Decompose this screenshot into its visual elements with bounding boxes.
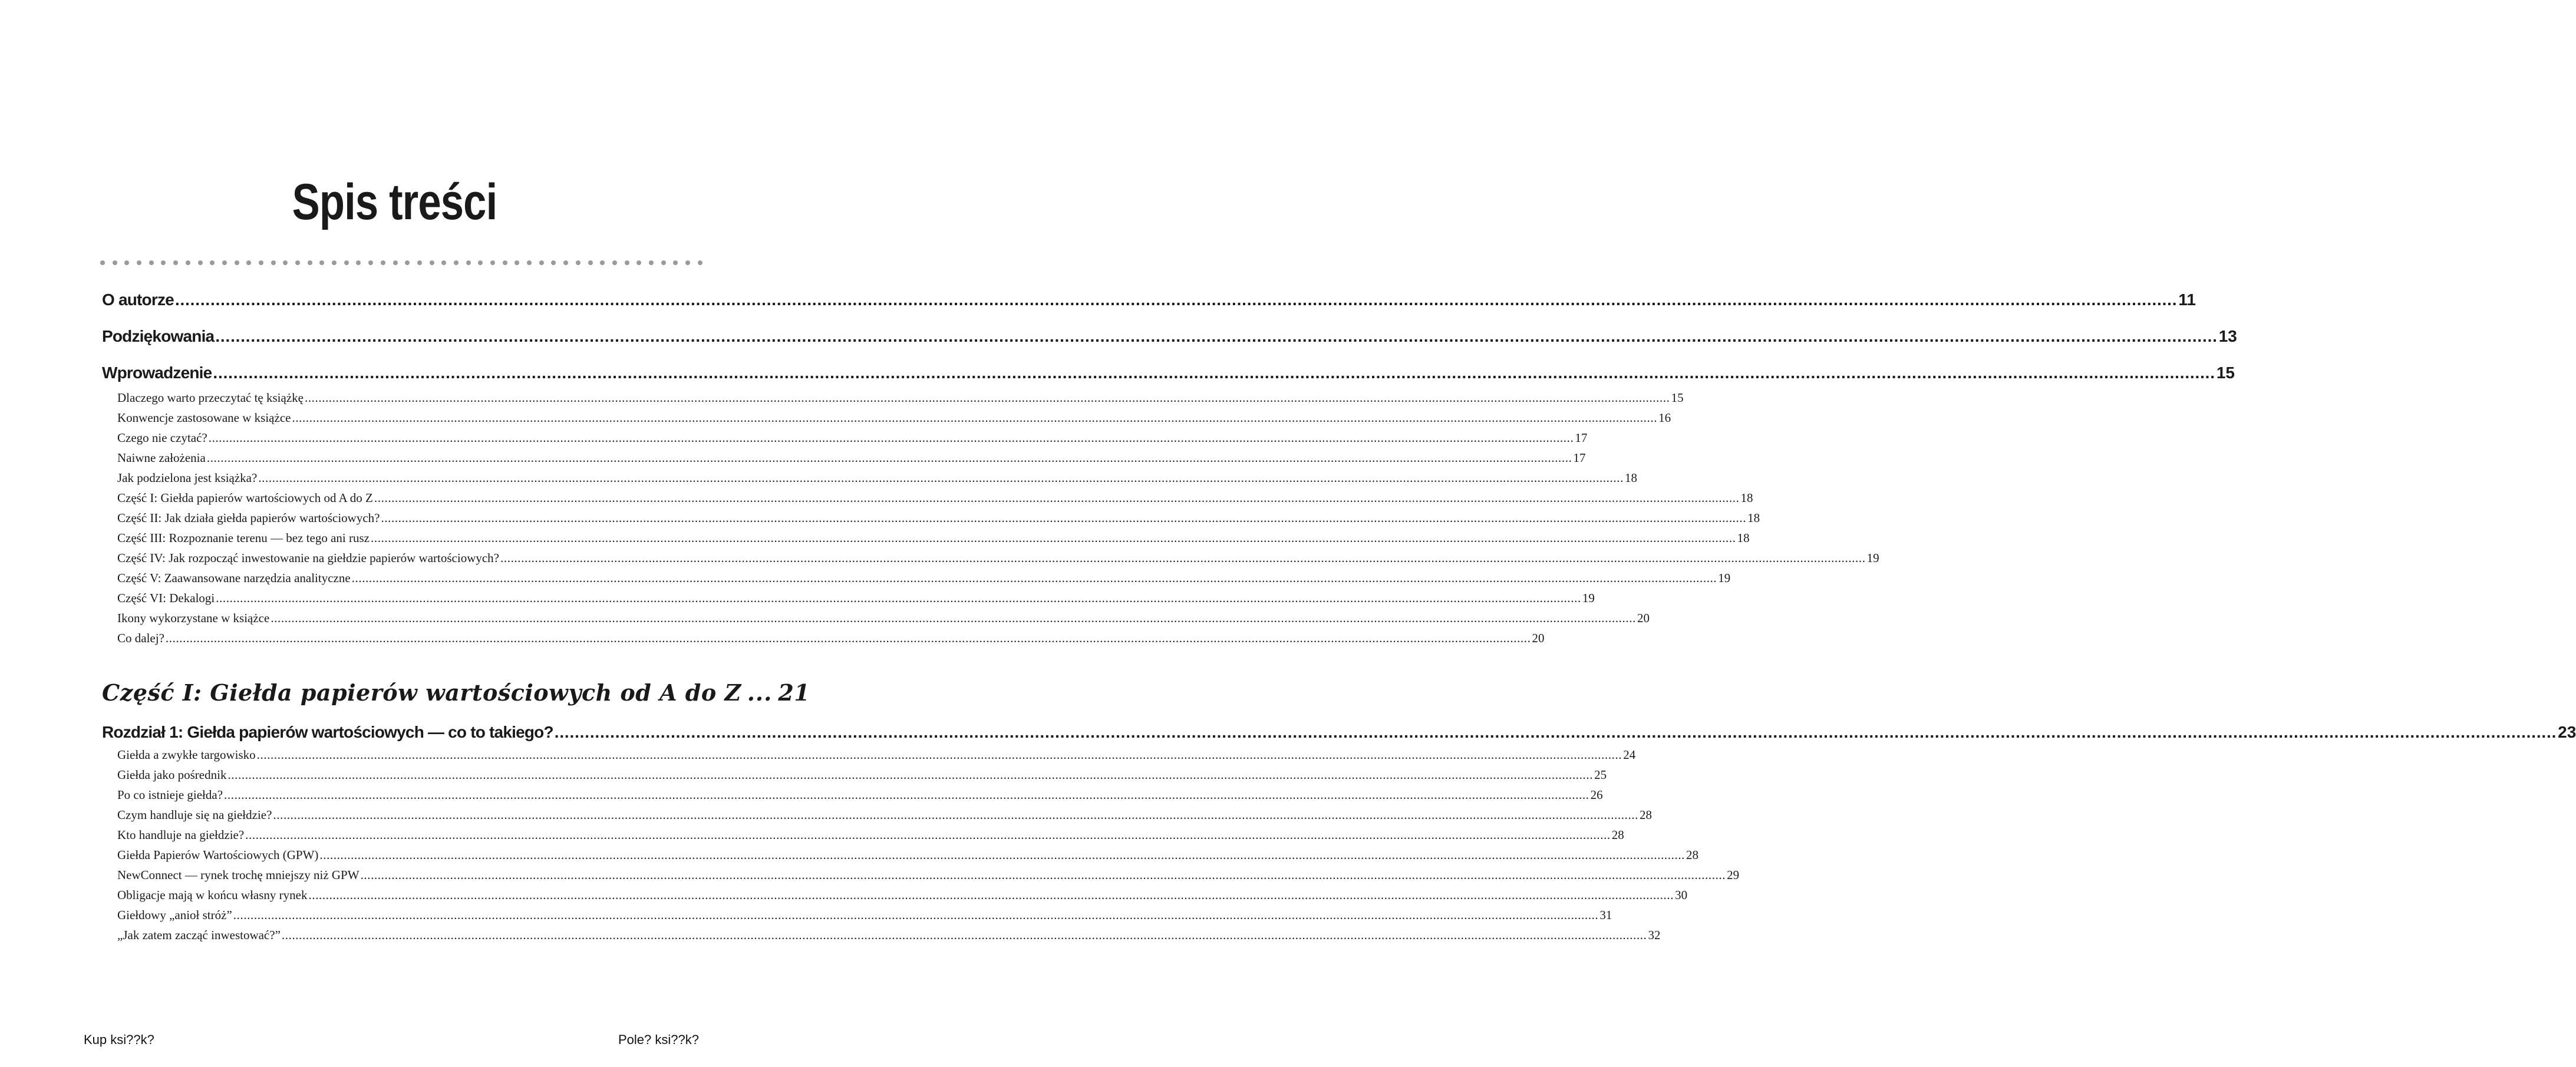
- toc-subentry[interactable]: [102, 845, 1699, 865]
- toc-subentry-label: Konwencje zastosowane w książce: [117, 411, 291, 425]
- toc-subentry-label: Co dalej?: [117, 631, 164, 645]
- dot-leader: [361, 865, 1726, 885]
- toc-subentry[interactable]: [102, 765, 1607, 785]
- toc-entry-wprowadzenie[interactable]: [102, 355, 2235, 391]
- toc-subentry[interactable]: [102, 865, 1740, 885]
- dot-leader: [305, 388, 1670, 408]
- dot-leader: [258, 468, 1624, 488]
- toc-subentry[interactable]: [102, 905, 1612, 925]
- toc-subentry[interactable]: [102, 885, 1688, 905]
- toc-chapter-page: 23: [2558, 723, 2576, 741]
- toc-subentry-label: Część VI: Dekalogi: [117, 591, 215, 605]
- divider-dot: [430, 260, 434, 265]
- toc-entry-o-autorze[interactable]: [102, 282, 2196, 318]
- toc-entry-label: Podziękowania: [102, 327, 215, 345]
- divider-dot: [551, 260, 556, 265]
- divider-dot: [356, 260, 361, 265]
- divider-dot: [235, 260, 239, 265]
- divider-dot: [222, 260, 227, 265]
- dot-leader: [352, 568, 1717, 588]
- toc-subentry-label: Dlaczego warto przeczytać tę książkę: [117, 391, 304, 405]
- toc-subentry-page: 16: [1658, 411, 1671, 425]
- divider-dot: [563, 260, 568, 265]
- divider-dot: [514, 260, 519, 265]
- divider-dot: [441, 260, 446, 265]
- toc-subentry-page: 28: [1611, 828, 1624, 842]
- dot-leader: [319, 845, 1685, 865]
- toc-subentry[interactable]: [102, 548, 1879, 568]
- toc-subentry[interactable]: [102, 628, 1545, 648]
- toc-subentry[interactable]: [102, 568, 1731, 588]
- divider-dot: [490, 260, 495, 265]
- toc-subentry-page: 30: [1675, 888, 1688, 902]
- divider-dot: [527, 260, 532, 265]
- toc-subentry[interactable]: [102, 508, 1760, 528]
- dot-leader: [209, 428, 1574, 448]
- divider-dot: [332, 260, 337, 265]
- toc-entry-page: 15: [2216, 364, 2235, 382]
- divider-dot: [271, 260, 276, 265]
- toc-part-1[interactable]: [102, 669, 810, 716]
- toc-subentry-page: 31: [1599, 908, 1612, 922]
- dot-leader: [166, 628, 1531, 648]
- divider-dot: [698, 260, 702, 265]
- divider-dot: [283, 260, 288, 265]
- toc-subentry-label: Część I: Giełda papierów wartościowych od A do Z: [117, 491, 373, 505]
- toc-chapter-label: Rozdział 1: Giełda papierów wartościowych — co to takiego?: [102, 723, 553, 741]
- toc-subentry-page: 18: [1624, 471, 1637, 485]
- toc-subentry-label: Giełda jako pośrednik: [117, 768, 227, 782]
- divider-dot: [393, 260, 398, 265]
- divider-dot: [466, 260, 471, 265]
- toc-top-entries: [102, 282, 2237, 391]
- toc-subentry[interactable]: [102, 468, 1637, 488]
- toc-subentry-page: 25: [1594, 768, 1607, 782]
- divider-dot: [625, 260, 629, 265]
- toc-subentry-label: „Jak zatem zacząć inwestować?”: [117, 928, 281, 942]
- divider-dot: [649, 260, 654, 265]
- divider-dot: [417, 260, 422, 265]
- toc-subentry-label: Czego nie czytać?: [117, 431, 207, 445]
- dot-leader: [282, 925, 1647, 945]
- divider-dot: [661, 260, 666, 265]
- divider-dot: [319, 260, 324, 265]
- divider-dot: [198, 260, 203, 265]
- toc-subentry-page: 18: [1737, 531, 1750, 545]
- page-title: Spis treści: [292, 174, 497, 230]
- divider-dot: [308, 260, 312, 265]
- dot-leader: [207, 448, 1572, 468]
- toc-subentry-label: Część IV: Jak rozpocząć inwestowanie na giełdzie papierów wartościowych?: [117, 551, 500, 565]
- toc-subentry-label: Część II: Jak działa giełda papierów wartościowych?: [117, 511, 380, 525]
- toc-part-heading: [102, 669, 810, 716]
- divider-dot: [368, 260, 373, 265]
- toc-entry-podziekowania[interactable]: [102, 318, 2237, 355]
- dot-leader: [381, 508, 1746, 528]
- divider-dot: [137, 260, 141, 265]
- toc-subentry-page: 29: [1727, 868, 1740, 882]
- dot-leader: [371, 528, 1736, 548]
- toc-subentry-page: 28: [1640, 808, 1653, 822]
- toc-subentry-page: 32: [1648, 928, 1661, 942]
- buy-book-link[interactable]: Kup ksi??k?: [84, 1032, 154, 1047]
- dot-leader: [747, 669, 773, 716]
- dot-leader: [233, 905, 1599, 925]
- toc-subentry[interactable]: [102, 805, 1653, 825]
- dot-leader: [257, 745, 1622, 765]
- toc-subentry-page: 18: [1747, 511, 1760, 525]
- toc-subentry-page: 24: [1623, 748, 1636, 762]
- toc-subentry-label: Obligacje mają w końcu własny rynek: [117, 888, 308, 902]
- toc-chapter-1-sections: [102, 745, 1740, 945]
- divider-dot: [588, 260, 593, 265]
- divider-dot: [100, 260, 105, 265]
- toc-subentry[interactable]: [102, 825, 1624, 845]
- toc-subentry-label: Ikony wykorzystane w książce: [117, 611, 270, 625]
- divider-dot: [173, 260, 178, 265]
- toc-subentry[interactable]: [102, 588, 1595, 608]
- divider-dot: [381, 260, 385, 265]
- toc-subentry[interactable]: [102, 785, 1603, 805]
- recommend-book-link[interactable]: Pole? ksi??k?: [618, 1032, 699, 1047]
- dot-leader: [227, 765, 1593, 785]
- divider-dot: [503, 260, 507, 265]
- toc-entry-label: Wprowadzenie: [102, 364, 212, 382]
- toc-subentry[interactable]: [102, 745, 1636, 765]
- toc-subentry-label: Giełda a zwykłe targowisko: [117, 748, 256, 762]
- dot-leader: [216, 588, 1581, 608]
- divider-dot: [246, 260, 251, 265]
- dot-leader: [175, 282, 2177, 318]
- toc-subentry-label: Jak podzielona jest książka?: [117, 471, 258, 485]
- toc-subentry-label: NewConnect — rynek trochę mniejszy niż GPW: [117, 868, 359, 882]
- divider-dot: [149, 260, 154, 265]
- toc-subentry-page: 17: [1573, 451, 1586, 465]
- toc-subentry-page: 19: [1582, 591, 1595, 605]
- dot-leader: [500, 548, 1866, 568]
- divider-dot: [259, 260, 263, 265]
- divider-dot: [685, 260, 690, 265]
- toc-subentry-page: 18: [1740, 491, 1753, 505]
- divider-dot: [344, 260, 349, 265]
- toc-subentry-label: Giełda Papierów Wartościowych (GPW): [117, 848, 319, 862]
- toc-subentry-label: Część V: Zaawansowane narzędzia analityczne: [117, 571, 351, 585]
- dot-leader: [213, 355, 2215, 391]
- toc-entry-label: O autorze: [102, 290, 174, 309]
- toc-subentry-label: Naiwne założenia: [117, 451, 206, 465]
- toc-subentry[interactable]: [102, 488, 1753, 508]
- divider-dot: [161, 260, 166, 265]
- divider-dot: [124, 260, 129, 265]
- divider-dot: [405, 260, 410, 265]
- toc-subentry[interactable]: [102, 448, 1586, 468]
- toc-subentry[interactable]: [102, 408, 1671, 428]
- toc-subentry-page: 26: [1590, 788, 1603, 802]
- divider-dot: [539, 260, 544, 265]
- dot-leader: [273, 805, 1638, 825]
- dot-leader: [309, 885, 1674, 905]
- toc-subentry-label: Giełdowy „anioł stróż”: [117, 908, 232, 922]
- toc-subentry[interactable]: [102, 925, 1661, 945]
- toc-subentry-page: 17: [1575, 431, 1588, 445]
- divider-dot: [295, 260, 300, 265]
- dot-leader: [374, 488, 1740, 508]
- toc-subentry-label: Po co istnieje giełda?: [117, 788, 223, 802]
- toc-intro-sections: [102, 388, 1879, 648]
- toc-subentry-page: 19: [1718, 571, 1731, 585]
- toc-subentry[interactable]: [102, 608, 1650, 628]
- toc-subentry[interactable]: [102, 528, 1750, 548]
- divider-dot: [636, 260, 641, 265]
- dot-leader: [215, 318, 2217, 355]
- toc-subentry-label: Czym handluje się na giełdzie?: [117, 808, 272, 822]
- dot-leader: [245, 825, 1611, 845]
- divider-dot: [673, 260, 678, 265]
- dot-leader: [292, 408, 1657, 428]
- dotted-divider: [100, 259, 702, 266]
- dot-leader: [224, 785, 1589, 805]
- divider-dot: [186, 260, 190, 265]
- toc-subentry-label: Kto handluje na giełdzie?: [117, 828, 245, 842]
- divider-dot: [576, 260, 580, 265]
- divider-dot: [600, 260, 605, 265]
- toc-part-page: 21: [778, 679, 810, 706]
- toc-subentry-label: Część III: Rozpoznanie terenu — bez tego ani rusz: [117, 531, 370, 545]
- dot-leader: [271, 608, 1636, 628]
- toc-subentry-page: 20: [1637, 611, 1650, 625]
- divider-dot: [113, 260, 117, 265]
- toc-part-label: Część I: Giełda papierów wartościowych od A do Z: [102, 679, 741, 706]
- toc-subentry-page: 19: [1866, 551, 1879, 565]
- divider-dot: [612, 260, 617, 265]
- toc-subentry-page: 15: [1671, 391, 1684, 405]
- divider-dot: [478, 260, 483, 265]
- divider-dot: [454, 260, 459, 265]
- toc-subentry-page: 20: [1532, 631, 1545, 645]
- toc-entry-page: 11: [2178, 290, 2196, 309]
- toc-subentry[interactable]: [102, 428, 1588, 448]
- toc-subentry-page: 28: [1686, 848, 1699, 862]
- divider-dot: [210, 260, 215, 265]
- toc-entry-page: 13: [2218, 327, 2237, 345]
- toc-subentry[interactable]: [102, 388, 1684, 408]
